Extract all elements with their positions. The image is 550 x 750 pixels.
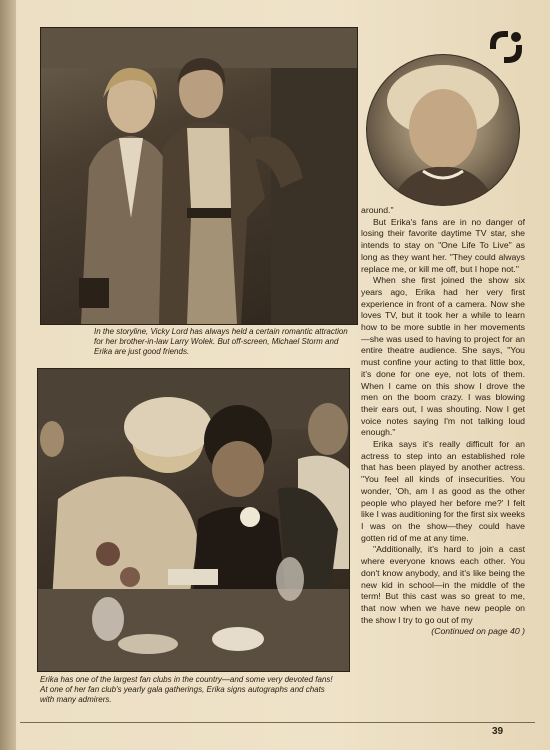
photo-couple — [40, 27, 358, 325]
article-paragraph: Erika says it's really difficult for an actress to step into an established role that has been played by another actress. "You feel all kinds of insecurities. You wonder, 'Oh, am I as good as the other people who played her before me?' I felt like I was auditioning for the first six weeks I was on the show—they could have gotten rid of me at any time. — [361, 439, 525, 543]
article-paragraph: around." — [361, 205, 394, 215]
caption-bottom: Erika has one of the largest fan clubs in the country—and some very devoted fans! At one of her fan club's yearly gala gatherings, Erika signs autographs and chats with many admirers. — [40, 675, 333, 704]
article-paragraph: When she first joined the show six years ago, Erika had her very first experience in front of a camera. Now she loves TV, but it took her a while to learn how to be more subtle in her movements—she was used to having to project for an entire theatre audience. She says, "You must confine your acting to that little box, it's done for one eye, not lots of them. When I came on this show I drove the men on the boom crazy. I was blowing their ears out, I was shouting. Now I get voice notes saying I'm not talking loud enough." — [361, 275, 525, 438]
portrait-circle — [366, 54, 520, 206]
article-paragraph — [361, 544, 525, 637]
page-binding — [0, 0, 16, 750]
soap-opera-logo-icon — [486, 27, 526, 67]
article-paragraph: But Erika's fans are in no danger of losing their favorite daytime TV star, she intends to stay on "One Life To Live" as long as they want her. "They could always replace me, or kill me off, but I hope not." — [361, 216, 525, 274]
article-paragraph-text: "Additionally, it's hard to join a cast where everyone knows each other. You don't know anybody, and it's like being the new kid in school—in the middle of the term! But this cast was so great to me, that now when we have new people on the show I try to go out of my — [361, 544, 525, 625]
photo-fan-club-illustration — [38, 369, 349, 671]
photo-fan-club — [37, 368, 350, 672]
footer-rule — [20, 722, 535, 723]
continued-on-link[interactable]: (Continued on page 40 ) — [431, 626, 525, 637]
caption-top: In the storyline, Vicky Lord has always held a certain romantic attraction for her brother-in-law Larry Wolek. But off-screen, Michael Storm and Erika are just good friends. — [94, 327, 348, 356]
portrait-illustration — [367, 55, 519, 205]
photo-couple-illustration — [41, 28, 357, 324]
article-column — [361, 205, 525, 725]
page-number: 39 — [492, 726, 504, 737]
